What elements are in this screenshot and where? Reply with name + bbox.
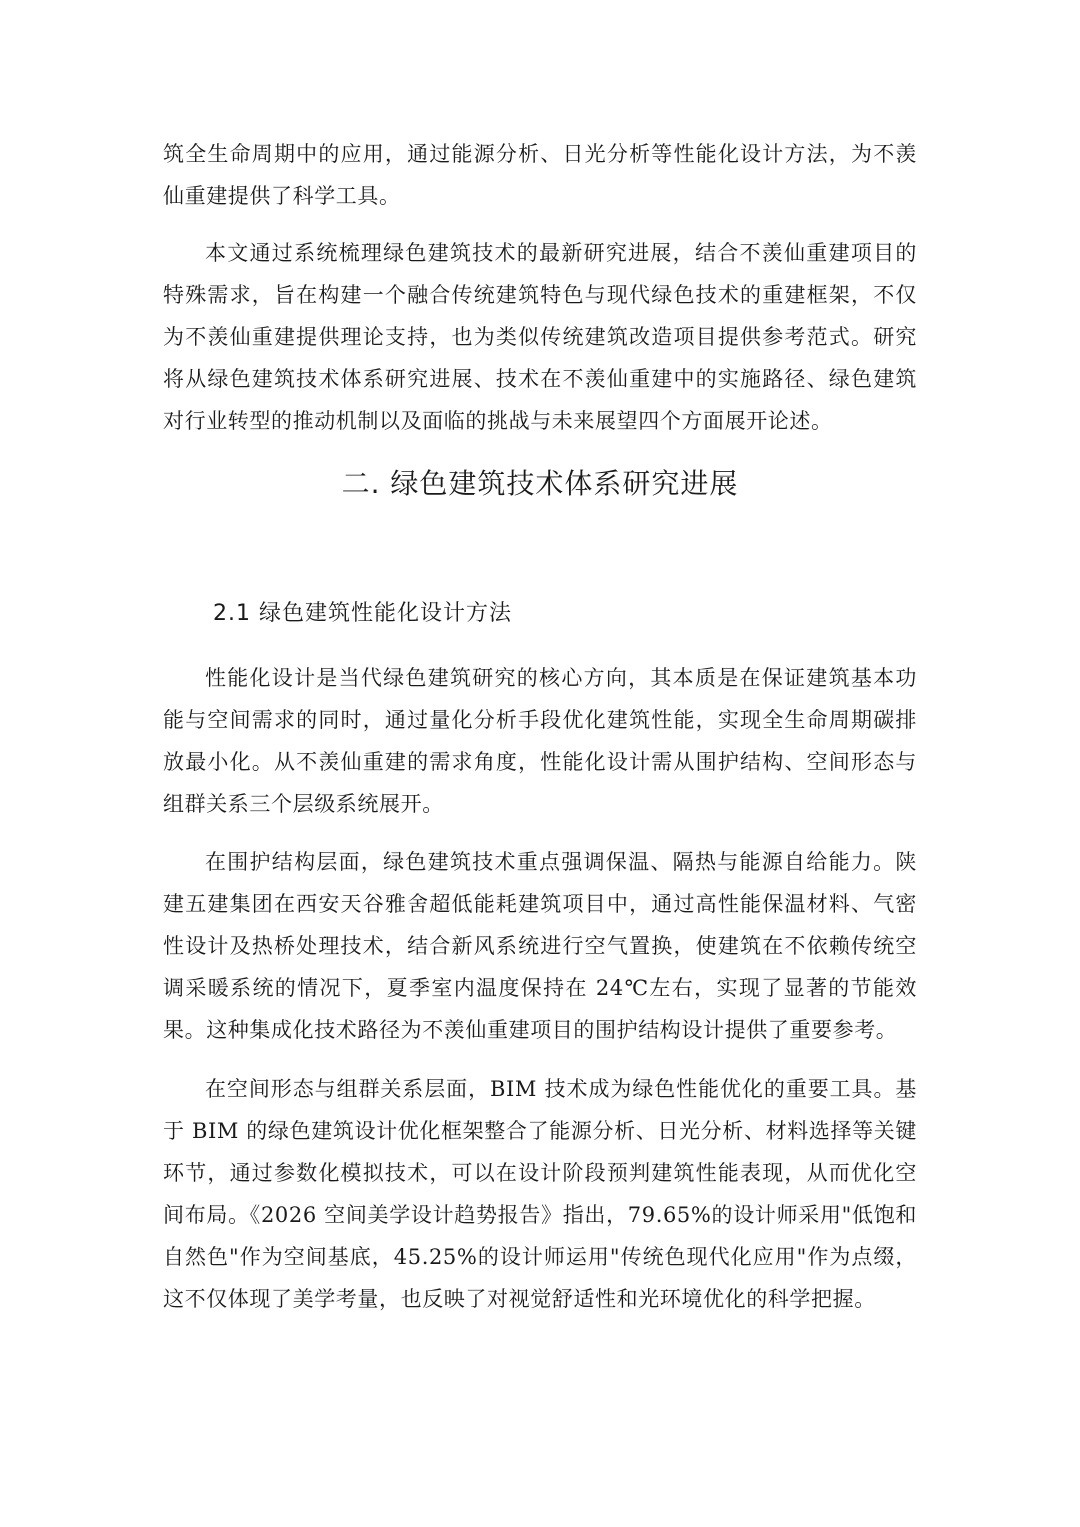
subsection-heading: 2.1 绿色建筑性能化设计方法 <box>213 601 512 626</box>
section-heading: 二. 绿色建筑技术体系研究进展 <box>341 467 739 500</box>
paragraph-performance-design: 性能化设计是当代绿色建筑研究的核心方向，其本质是在保证建筑基本功能与空间需求的同时，通过量化分析手段优化建筑性能，实现全生命周期碳排放最小化。从不羡仙重建的需求角度，性能化设计需从围护结构、空间形态与组群关系三个层级系统展开。 <box>163 666 917 816</box>
paragraph-continuation: 筑全生命周期中的应用，通过能源分析、日光分析等性能化设计方法，为不羡仙重建提供了科学工具。 <box>163 142 917 208</box>
paragraph-spatial-form-bim: 在空间形态与组群关系层面，BIM 技术成为绿色性能优化的重要工具。基于 BIM 的绿色建筑设计优化框架整合了能源分析、日光分析、材料选择等关键环节，通过参数化模拟技术，可以在设计阶段预判建筑性能表现，从而优化空间布局。《2026 空间美学设计趋势报告》指出，79.65%的设计师采用"低饱和自然色"作为空间基底，45.25%的设计师运用"传统色现代化应用"作为点缀，这不仅体现了美学考量，也反映了对视觉舒适性和光环境优化的科学把握。 <box>163 1077 917 1311</box>
paragraph-research-outline: 本文通过系统梳理绿色建筑技术的最新研究进展，结合不羡仙重建项目的特殊需求，旨在构建一个融合传统建筑特色与现代绿色技术的重建框架，不仅为不羡仙重建提供理论支持，也为类似传统建筑改造项目提供参考范式。研究将从绿色建筑技术体系研究进展、技术在不羡仙重建中的实施路径、绿色建筑对行业转型的推动机制以及面临的挑战与未来展望四个方面展开论述。 <box>163 241 917 433</box>
paragraph-envelope-structure: 在围护结构层面，绿色建筑技术重点强调保温、隔热与能源自给能力。陕建五建集团在西安天谷雅舍超低能耗建筑项目中，通过高性能保温材料、气密性设计及热桥处理技术，结合新风系统进行空气置换，使建筑在不依赖传统空调采暖系统的情况下，夏季室内温度保持在 24℃左右，实现了显著的节能效果。这种集成化技术路径为不羡仙重建项目的围护结构设计提供了重要参考。 <box>163 850 917 1042</box>
